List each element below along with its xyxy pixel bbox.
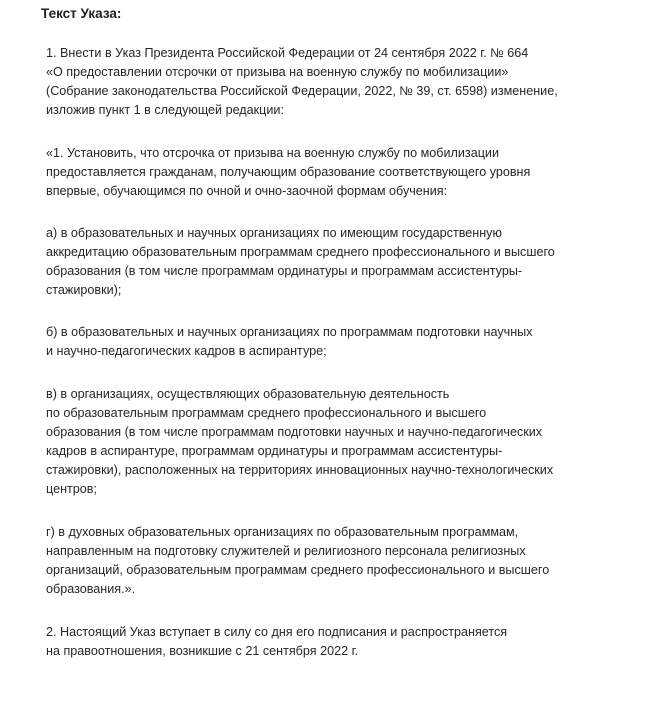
paragraph-6-line-2: направленным на подготовку служителей и религиозного персонала религиозных	[46, 544, 526, 558]
paragraph-3-line-1: а) в образовательных и научных организациях по имеющим государственную	[46, 226, 502, 240]
paragraph-4-line-2: и научно-педагогических кадров в аспирантуре;	[46, 344, 327, 358]
paragraph-1-line-1: 1. Внести в Указ Президента Российской Федерации от 24 сентября 2022 г. № 664	[46, 46, 529, 60]
paragraph-3-line-3: образования (в том числе программам ординатуры и программам ассистентуры-	[46, 264, 523, 278]
paragraph-4	[46, 323, 533, 361]
paragraph-6-line-3: организаций, образовательным программам среднего профессионального и высшего	[46, 563, 550, 577]
paragraph-6-line-4: образования.».	[46, 582, 136, 596]
paragraph-5-line-4: кадров в аспирантуре, программам ординатуры и программам ассистентуры-	[46, 444, 503, 458]
paragraph-1-line-3: (Собрание законодательства Российской Федерации, 2022, № 39, ст. 6598) изменение,	[46, 84, 558, 98]
paragraph-3-line-2: аккредитацию образовательным программам среднего профессионального и высшего	[46, 245, 555, 259]
paragraph-3	[46, 224, 555, 300]
paragraph-1-line-4: изложив пункт 1 в следующей редакции:	[46, 103, 284, 117]
paragraph-5-line-5: стажировки), расположенных на территориях инновационных научно-технологических	[46, 463, 554, 477]
paragraph-5	[46, 385, 553, 499]
paragraph-2-line-1: «1. Установить, что отсрочка от призыва на военную службу по мобилизации	[46, 146, 499, 160]
paragraph-4-line-1: б) в образовательных и научных организациях по программам подготовки научных	[46, 325, 533, 339]
paragraph-6	[46, 523, 549, 599]
paragraph-1-line-2: «О предоставлении отсрочки от призыва на военную службу по мобилизации»	[46, 65, 509, 79]
document-heading: Текст Указа:	[41, 6, 122, 21]
paragraph-3-line-4: стажировки);	[46, 283, 122, 297]
paragraph-1	[46, 44, 558, 120]
paragraph-6-line-1: г) в духовных образовательных организациях по образовательным программам,	[46, 525, 519, 539]
paragraph-7-line-1: 2. Настоящий Указ вступает в силу со дня его подписания и распространяется	[46, 625, 508, 639]
paragraph-7-line-2: на правоотношения, возникшие с 21 сентября 2022 г.	[46, 644, 359, 658]
paragraph-5-line-2: по образовательным программам среднего профессионального и высшего	[46, 406, 487, 420]
paragraph-5-line-1: в) в организациях, осуществляющих образовательную деятельность	[46, 387, 450, 401]
paragraph-2-line-3: впервые, обучающимся по очной и очно-заочной формам обучения:	[46, 184, 448, 198]
paragraph-5-line-3: образования (в том числе программам подготовки научных и научно-педагогических	[46, 425, 543, 439]
paragraph-2-line-2: предоставляется гражданам, получающим образование соответствующего уровня	[46, 165, 531, 179]
paragraph-7	[46, 623, 507, 661]
paragraph-5-line-6: центров;	[46, 482, 97, 496]
paragraph-2	[46, 144, 530, 201]
